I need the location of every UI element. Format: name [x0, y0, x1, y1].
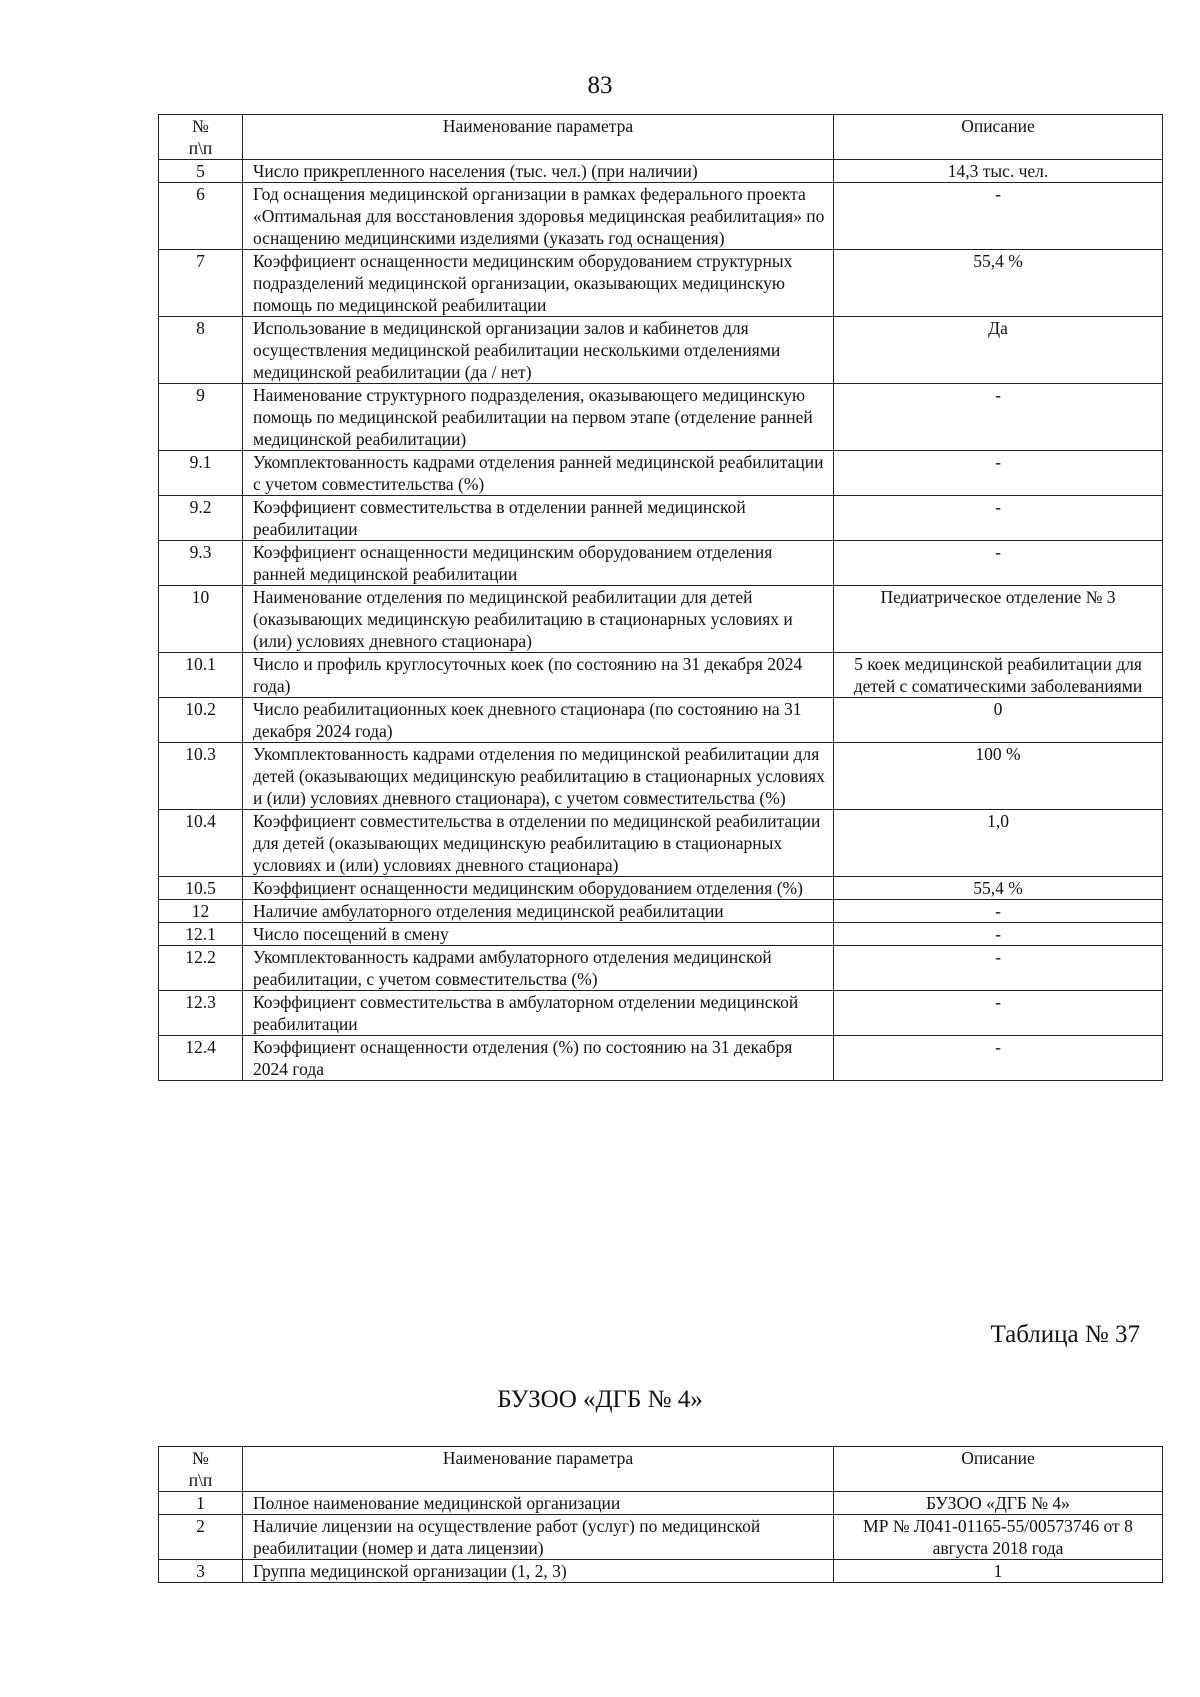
parameter-description: МР № Л041-01165-55/00573746 от 8 августа 2018 года — [834, 1515, 1163, 1560]
parameter-description: Да — [834, 317, 1163, 384]
table-row — [159, 1515, 1163, 1560]
parameter-name: Полное наименование медицинской организации — [243, 1492, 834, 1515]
row-number: 10 — [159, 586, 243, 653]
table-row — [159, 810, 1163, 877]
table-row — [159, 698, 1163, 743]
parameter-description: - — [834, 451, 1163, 496]
row-number: 10.4 — [159, 810, 243, 877]
column-header-parameter: Наименование параметра — [243, 115, 834, 160]
parameter-name: Коэффициент совместительства в амбулаторном отделении медицинской реабилитации — [243, 991, 834, 1036]
column-header-description: Описание — [834, 1447, 1163, 1492]
table-row — [159, 1492, 1163, 1515]
row-number: 9.2 — [159, 496, 243, 541]
parameter-name: Число и профиль круглосуточных коек (по состоянию на 31 декабря 2024 года) — [243, 653, 834, 698]
row-number: 3 — [159, 1560, 243, 1583]
parameter-name: Коэффициент совместительства в отделении по медицинской реабилитации для детей (оказывающих медицинскую реабилитацию в стационарных условиях и (или) условиях дневного стационара) — [243, 810, 834, 877]
row-number: 2 — [159, 1515, 243, 1560]
parameter-name: Наличие лицензии на осуществление работ (услуг) по медицинской реабилитации (номер и дата лицензии) — [243, 1515, 834, 1560]
parameter-name: Число посещений в смену — [243, 923, 834, 946]
row-number: 10.5 — [159, 877, 243, 900]
parameter-description: - — [834, 1036, 1163, 1081]
parameter-description: 100 % — [834, 743, 1163, 810]
organization-heading: БУЗОО «ДГБ № 4» — [497, 1386, 703, 1413]
parameter-description: 14,3 тыс. чел. — [834, 160, 1163, 183]
table-row — [159, 900, 1163, 923]
parameter-name: Коэффициент оснащенности медицинским оборудованием структурных подразделений медицинской организации, оказывающих медицинскую помощь по медицинской реабилитации — [243, 250, 834, 317]
parameter-name: Укомплектованность кадрами отделения по медицинской реабилитации для детей (оказывающих медицинскую реабилитацию в стационарных условиях и (или) условиях дневного стационара), с учетом совместительства (%) — [243, 743, 834, 810]
parameters-table-continued — [158, 114, 1163, 1081]
row-number: 1 — [159, 1492, 243, 1515]
parameter-description: 55,4 % — [834, 877, 1163, 900]
row-number: 12.3 — [159, 991, 243, 1036]
parameter-description: - — [834, 946, 1163, 991]
row-number: 12.1 — [159, 923, 243, 946]
table-row — [159, 160, 1163, 183]
parameter-name: Укомплектованность кадрами амбулаторного отделения медицинской реабилитации, с учетом совместительства (%) — [243, 946, 834, 991]
table-row — [159, 451, 1163, 496]
table-row — [159, 1560, 1163, 1583]
parameter-description: - — [834, 900, 1163, 923]
row-number: 10.2 — [159, 698, 243, 743]
parameter-description: 1 — [834, 1560, 1163, 1583]
row-number: 9 — [159, 384, 243, 451]
parameter-name: Год оснащения медицинской организации в рамках федерального проекта «Оптимальная для восстановления здоровья медицинская реабилитация» по оснащению медицинскими изделиями (указать год оснащения) — [243, 183, 834, 250]
parameter-description: 55,4 % — [834, 250, 1163, 317]
row-number: 7 — [159, 250, 243, 317]
parameter-description: - — [834, 923, 1163, 946]
parameter-name: Число реабилитационных коек дневного стационара (по состоянию на 31 декабря 2024 года) — [243, 698, 834, 743]
parameter-description: - — [834, 496, 1163, 541]
table-row — [159, 653, 1163, 698]
table-row — [159, 317, 1163, 384]
parameter-name: Укомплектованность кадрами отделения ранней медицинской реабилитации с учетом совместительства (%) — [243, 451, 834, 496]
parameter-name: Наименование структурного подразделения, оказывающего медицинскую помощь по медицинской реабилитации на первом этапе (отделение ранней медицинской реабилитации) — [243, 384, 834, 451]
parameter-description: - — [834, 384, 1163, 451]
parameter-name: Коэффициент оснащенности медицинским оборудованием отделения (%) — [243, 877, 834, 900]
parameter-description: - — [834, 991, 1163, 1036]
table-row — [159, 250, 1163, 317]
parameter-description: - — [834, 541, 1163, 586]
column-header-parameter: Наименование параметра — [243, 1447, 834, 1492]
row-number: 9.1 — [159, 451, 243, 496]
table-row — [159, 877, 1163, 900]
table-row — [159, 946, 1163, 991]
table-header-row — [159, 1447, 1163, 1492]
table-row — [159, 384, 1163, 451]
table-row — [159, 743, 1163, 810]
parameter-name: Число прикрепленного населения (тыс. чел.) (при наличии) — [243, 160, 834, 183]
table-row — [159, 1036, 1163, 1081]
parameter-name: Наличие амбулаторного отделения медицинской реабилитации — [243, 900, 834, 923]
row-number: 10.3 — [159, 743, 243, 810]
parameters-table-dgb4 — [158, 1446, 1163, 1583]
parameter-description: 0 — [834, 698, 1163, 743]
parameter-name: Коэффициент оснащенности отделения (%) по состоянию на 31 декабря 2024 года — [243, 1036, 834, 1081]
table-row — [159, 586, 1163, 653]
column-header-description: Описание — [834, 115, 1163, 160]
table-row — [159, 923, 1163, 946]
row-number: 6 — [159, 183, 243, 250]
table-row — [159, 496, 1163, 541]
parameter-description: - — [834, 183, 1163, 250]
parameter-name: Использование в медицинской организации залов и кабинетов для осуществления медицинской реабилитации несколькими отделениями медицинской реабилитации (да / нет) — [243, 317, 834, 384]
parameter-name: Группа медицинской организации (1, 2, 3) — [243, 1560, 834, 1583]
page-number: 83 — [587, 72, 613, 99]
row-number: 5 — [159, 160, 243, 183]
table-label: Таблица № 37 — [990, 1321, 1140, 1348]
row-number: 8 — [159, 317, 243, 384]
row-number: 12.2 — [159, 946, 243, 991]
row-number: 9.3 — [159, 541, 243, 586]
table-row — [159, 991, 1163, 1036]
parameter-name: Коэффициент совместительства в отделении ранней медицинской реабилитации — [243, 496, 834, 541]
table-row — [159, 541, 1163, 586]
row-number: 10.1 — [159, 653, 243, 698]
column-header-number: № п\п — [159, 115, 243, 160]
parameter-name: Наименование отделения по медицинской реабилитации для детей (оказывающих медицинскую реабилитацию в стационарных условиях и (или) условиях дневного стационара) — [243, 586, 834, 653]
parameter-name: Коэффициент оснащенности медицинским оборудованием отделения ранней медицинской реабилитации — [243, 541, 834, 586]
table-row — [159, 183, 1163, 250]
column-header-number: № п\п — [159, 1447, 243, 1492]
parameter-description: 5 коек медицинской реабилитации для детей с соматическими заболеваниями — [834, 653, 1163, 698]
table-header-row — [159, 115, 1163, 160]
parameter-description: БУЗОО «ДГБ № 4» — [834, 1492, 1163, 1515]
row-number: 12 — [159, 900, 243, 923]
parameter-description: 1,0 — [834, 810, 1163, 877]
parameter-description: Педиатрическое отделение № 3 — [834, 586, 1163, 653]
row-number: 12.4 — [159, 1036, 243, 1081]
